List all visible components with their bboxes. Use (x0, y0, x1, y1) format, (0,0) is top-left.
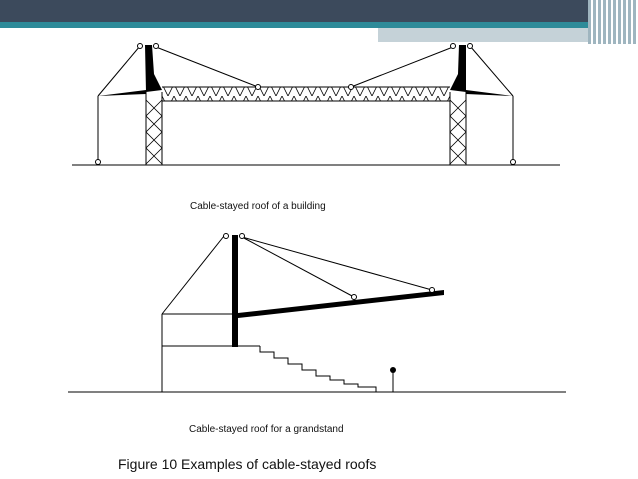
roof-truss (162, 87, 450, 101)
stepped-seating (260, 346, 376, 392)
right-outrigger (466, 90, 513, 96)
caption-building: Cable-stayed roof of a building (190, 201, 326, 212)
left-outrigger (98, 90, 146, 96)
grandstand-roof-diagram (68, 234, 566, 393)
right-mast (450, 45, 466, 92)
right-lattice-column (450, 92, 466, 165)
forward-cables (156, 47, 453, 87)
building-roof-diagram (72, 44, 560, 166)
caption-grandstand: Cable-stayed roof for a grandstand (189, 424, 344, 435)
grandstand-roof-beam (238, 290, 444, 318)
left-lattice-column (146, 92, 162, 165)
grandstand-mast (232, 235, 238, 347)
grandstand-pins (224, 234, 435, 300)
light-post-lamp (390, 367, 396, 373)
grandstand-cables (242, 237, 432, 297)
figure-caption: Figure 10 Examples of cable-stayed roofs (118, 456, 377, 472)
back-stays (98, 46, 513, 162)
left-mast (145, 45, 162, 92)
